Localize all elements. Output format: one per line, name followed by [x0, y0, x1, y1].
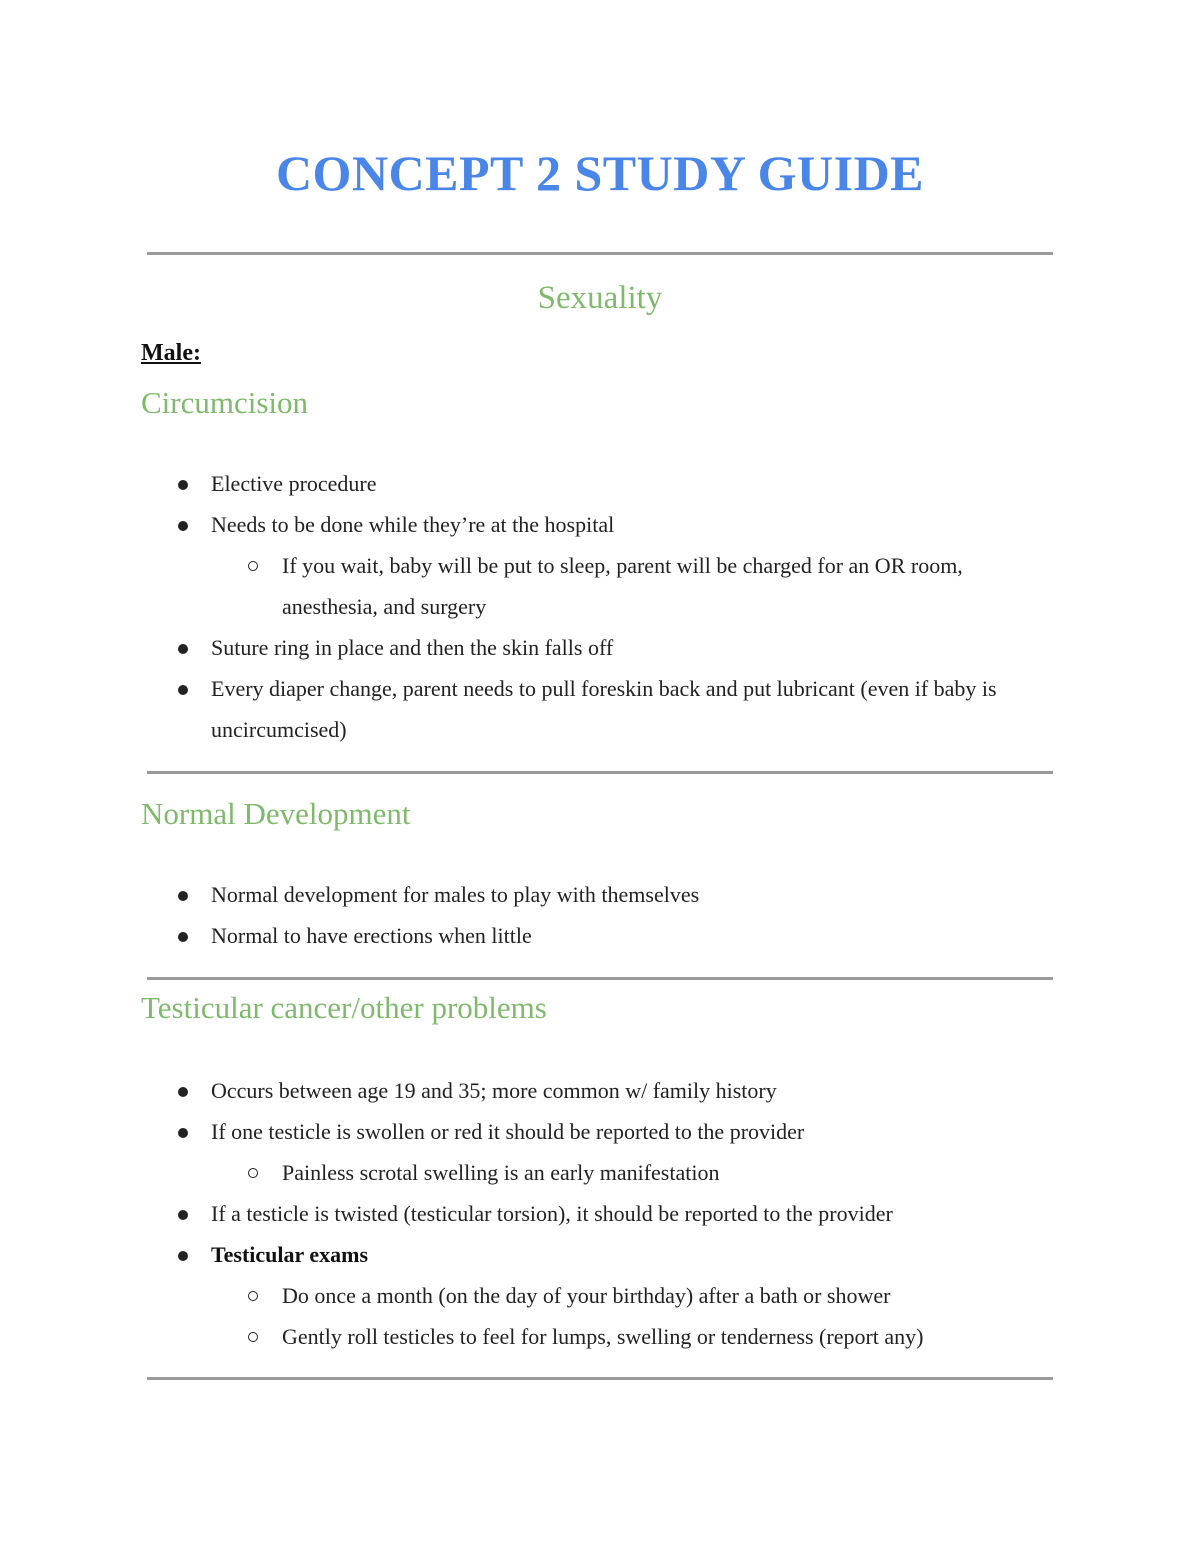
circumcision-list [0, 463, 1200, 750]
divider-line [147, 771, 1053, 774]
list-item-text: If a testicle is twisted (testicular torsion), it should be reported to the provider [211, 1201, 893, 1226]
list-item-text: Gently roll testicles to feel for lumps, swelling or tenderness (report any) [282, 1324, 924, 1349]
list-item [0, 915, 1061, 956]
bullet-icon [178, 1070, 188, 1111]
bullet-icon [178, 1193, 188, 1234]
divider-line [147, 1377, 1053, 1380]
testicular-list [0, 1070, 1200, 1357]
document-title: CONCEPT 2 STUDY GUIDE [275, 145, 925, 201]
list-item-text: Normal development for males to play with themselves [211, 882, 700, 907]
list-item [0, 463, 1061, 504]
list-item [0, 1234, 1061, 1275]
hollow-bullet-icon [248, 1316, 258, 1357]
normal-development-list [0, 874, 1200, 956]
hollow-bullet-icon [248, 545, 258, 586]
list-item [0, 627, 1061, 668]
list-item-text: If one testicle is swollen or red it should be reported to the provider [211, 1119, 805, 1144]
list-item [0, 1152, 1062, 1193]
list-item-text: Testicular exams [211, 1242, 369, 1267]
list-item [0, 504, 1061, 545]
heading-normal-development: Normal Development [141, 796, 411, 831]
hollow-bullet-icon [248, 1275, 258, 1316]
bullet-icon [178, 668, 188, 709]
list-item-text: Normal to have erections when little [211, 923, 532, 948]
list-item [0, 545, 1062, 627]
list-item-text: Painless scrotal swelling is an early manifestation [282, 1160, 720, 1185]
heading-testicular: Testicular cancer/other problems [141, 990, 547, 1025]
section-title: Sexuality [537, 280, 663, 316]
bullet-icon [178, 1111, 188, 1152]
bullet-icon [178, 874, 188, 915]
heading-circumcision: Circumcision [141, 385, 309, 420]
list-item [0, 1193, 1061, 1234]
list-item-text: If you wait, baby will be put to sleep, parent will be charged for an OR room, anesthesia, and surgery [282, 553, 963, 619]
bullet-icon [178, 915, 188, 956]
list-item [0, 1111, 1061, 1152]
bullet-icon [178, 463, 188, 504]
divider-line [147, 252, 1053, 255]
list-item-text: Every diaper change, parent needs to pull foreskin back and put lubricant (even if baby is uncircumcised) [211, 676, 997, 742]
bullet-icon [178, 1234, 188, 1275]
bullet-icon [178, 627, 188, 668]
list-item-text: Elective procedure [211, 471, 377, 496]
list-item-text: Do once a month (on the day of your birthday) after a bath or shower [282, 1283, 891, 1308]
list-item [0, 1275, 1062, 1316]
subheading-male: Male: [141, 340, 201, 366]
hollow-bullet-icon [248, 1152, 258, 1193]
list-item-text: Occurs between age 19 and 35; more common w/ family history [211, 1078, 777, 1103]
list-item-text: Needs to be done while they’re at the hospital [211, 512, 615, 537]
list-item [0, 1070, 1061, 1111]
list-item [0, 1316, 1062, 1357]
list-item-text: Suture ring in place and then the skin falls off [211, 635, 614, 660]
divider-line [147, 977, 1053, 980]
list-item [0, 668, 1061, 750]
list-item [0, 874, 1061, 915]
bullet-icon [178, 504, 188, 545]
